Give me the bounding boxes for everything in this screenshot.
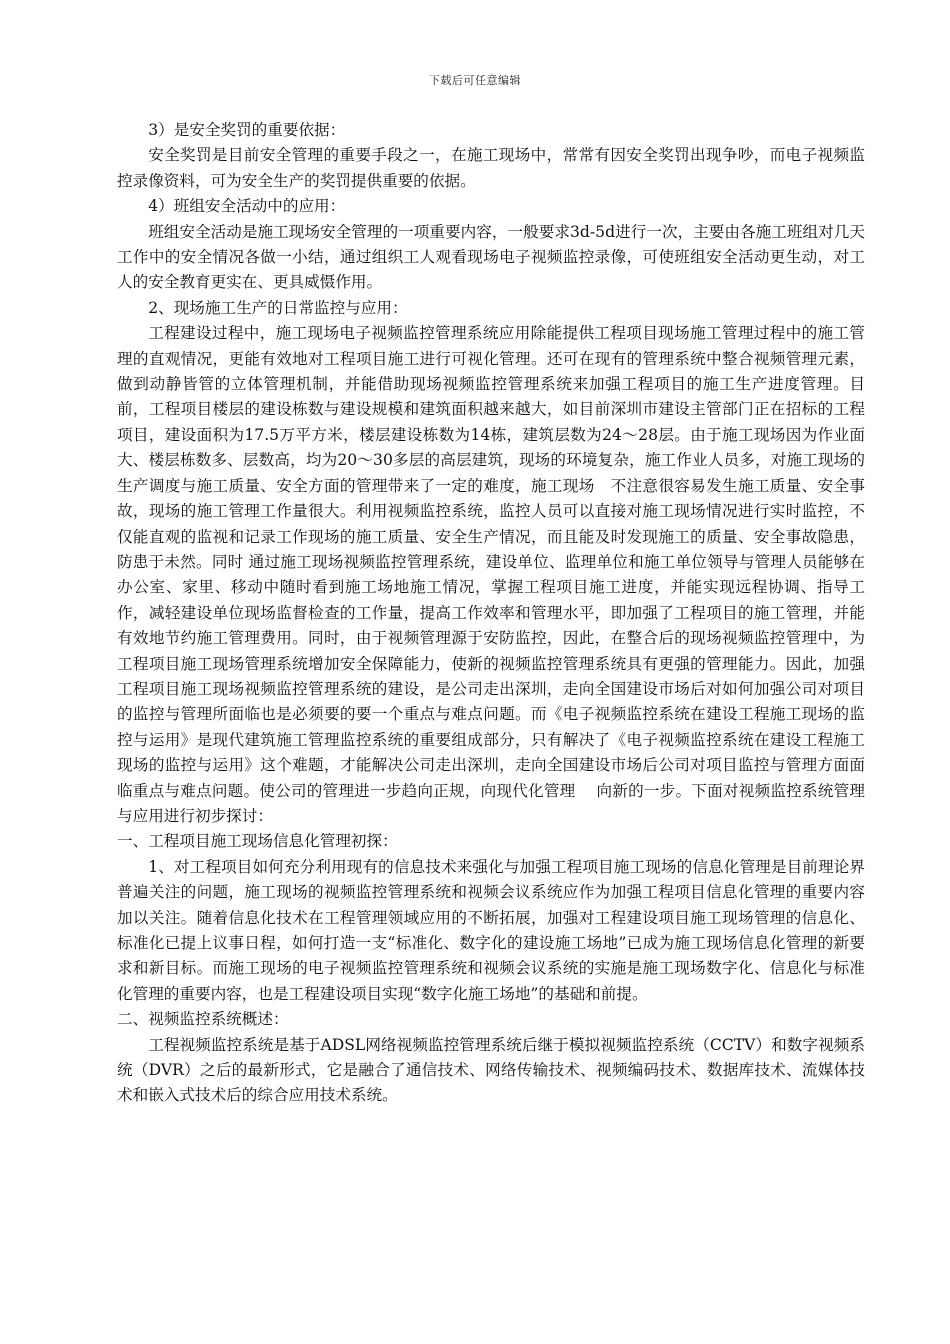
document-body <box>117 118 865 1109</box>
page-header: 下载后可任意编辑 <box>429 74 521 87</box>
paragraph: 工程建设过程中，施工现场电子视频监控管理系统应用除能提供工程项目现场施工管理过程中的施工管理的直观情况，更能有效地对工程项目施工进行可视化管理。还可在现有的管理系统中整合视频管理元素，做到动静皆管的立体管理机制，并能借助现场视频监控管理系统来加强工程项目的施工生产进度管理。目前，工程项目楼层的建设栋数与建设规模和建筑面积越来越大，如目前深圳市建设主管部门正在招标的工程项目，建设面积为17.5万平方米，楼层建设栋数为14栋，建筑层数为24～28层。由于施工现场因为作业面大、楼层栋数多、层数高，均为20～30多层的高层建筑，现场的环境复杂，施工作业人员多，对施工现场的生产调度与施工质量、安全方面的管理带来了一定的难度，施工现场 不注意很容易发生施工质量、安全事故，现场的施工管理工作量很大。利用视频监控系统，监控人员可以直接对施工现场情况进行实时监控，不仅能直观的监视和记录工作现场的施工质量、安全生产情况，而且能及时发现施工的质量、安全事故隐患，防患于未然。同时 通过施工现场视频监控管理系统，建设单位、监理单位和施工单位领导与管理人员能够在办公室、家里、移动中随时看到施工场地施工情况，掌握工程项目施工进度，并能实现远程协调、指导工作，减轻建设单位现场监督检查的工作量，提高工作效率和管理水平，即加强了工程项目的施工管理，并能有效地节约施工管理费用。同时，由于视频管理源于安防监控，因此，在整合后的现场视频监控管理中，为工程项目施工现场管理系统增加安全保障能力，使新的视频监控管理系统具有更强的管理能力。因此，加强工程项目施工现场视频监控管理系统的建设，是公司走出深圳，走向全国建设市场后对如何加强公司对项目的监控与管理所面临也是必须要的要一个重点与难点问题。而《电子视频监控系统在建设工程施工现场的监控与运用》是现代建筑施工管理监控系统的重要组成部分，只有解决了《电子视频监控系统在建设工程施工现场的监控与运用》这个难题，才能解决公司走出深圳，走向全国建设市场后公司对项目监控与管理方面面临重点与难点问题。使公司的管理进一步趋向正规，向现代化管理 向新的一步。下面对视频监控系统管理与应用进行初步探讨： <box>117 324 865 825</box>
paragraph: 班组安全活动是施工现场安全管理的一项重要内容，一般要求3d-5d进行一次，主要由各施工班组对几天工作中的安全情况各做一小结，通过组织工人观看现场电子视频监控录像，可使班组安全活动更生动，对工人的安全教育更实在、更具威慑作用。 <box>117 222 865 292</box>
paragraph: 工程视频监控系统是基于ADSL网络视频监控管理系统后继于模拟视频监控系统（CCTV）和数字视频系统（DVR）之后的最新形式，它是融合了通信技术、网络传输技术、视频编码技术、数据库技术、流媒体技术和嵌入式技术后的综合应用技术系统。 <box>117 1035 865 1105</box>
paragraph: 安全奖罚是目前安全管理的重要手段之一，在施工现场中，常常有因安全奖罚出现争吵，而电子视频监控录像资料，可为安全生产的奖罚提供重要的依据。 <box>117 146 865 190</box>
paragraph-subheading: 4）班组安全活动中的应用： <box>148 197 346 216</box>
section-heading: 一、工程项目施工现场信息化管理初探： <box>117 832 398 851</box>
section-heading: 二、视频监控系统概述： <box>117 1010 289 1029</box>
paragraph-subheading: 2、现场施工生产的日常监控与应用： <box>148 298 408 317</box>
paragraph-subheading: 3）是安全奖罚的重要依据： <box>148 121 346 139</box>
paragraph: 1、对工程项目如何充分利用现有的信息技术来强化与加强工程项目施工现场的信息化管理是目前理论界普遍关注的问题，施工现场的视频监控管理系统和视频会议系统应作为加强工程项目信息化管理的重要内容加以关注。随着信息化技术在工程管理领域应用的不断拓展，加强对工程建设项目施工现场管理的信息化、标准化已提上议事日程，如何打造一支“标准化、数字化的建设施工场地”已成为施工现场信息化管理的新要求和新目标。而施工现场的电子视频监控管理系统和视频会议系统的实施是施工现场数字化、信息化与标准化管理的重要内容，也是工程建设项目实现“数字化施工场地”的基础和前提。 <box>117 857 865 1003</box>
